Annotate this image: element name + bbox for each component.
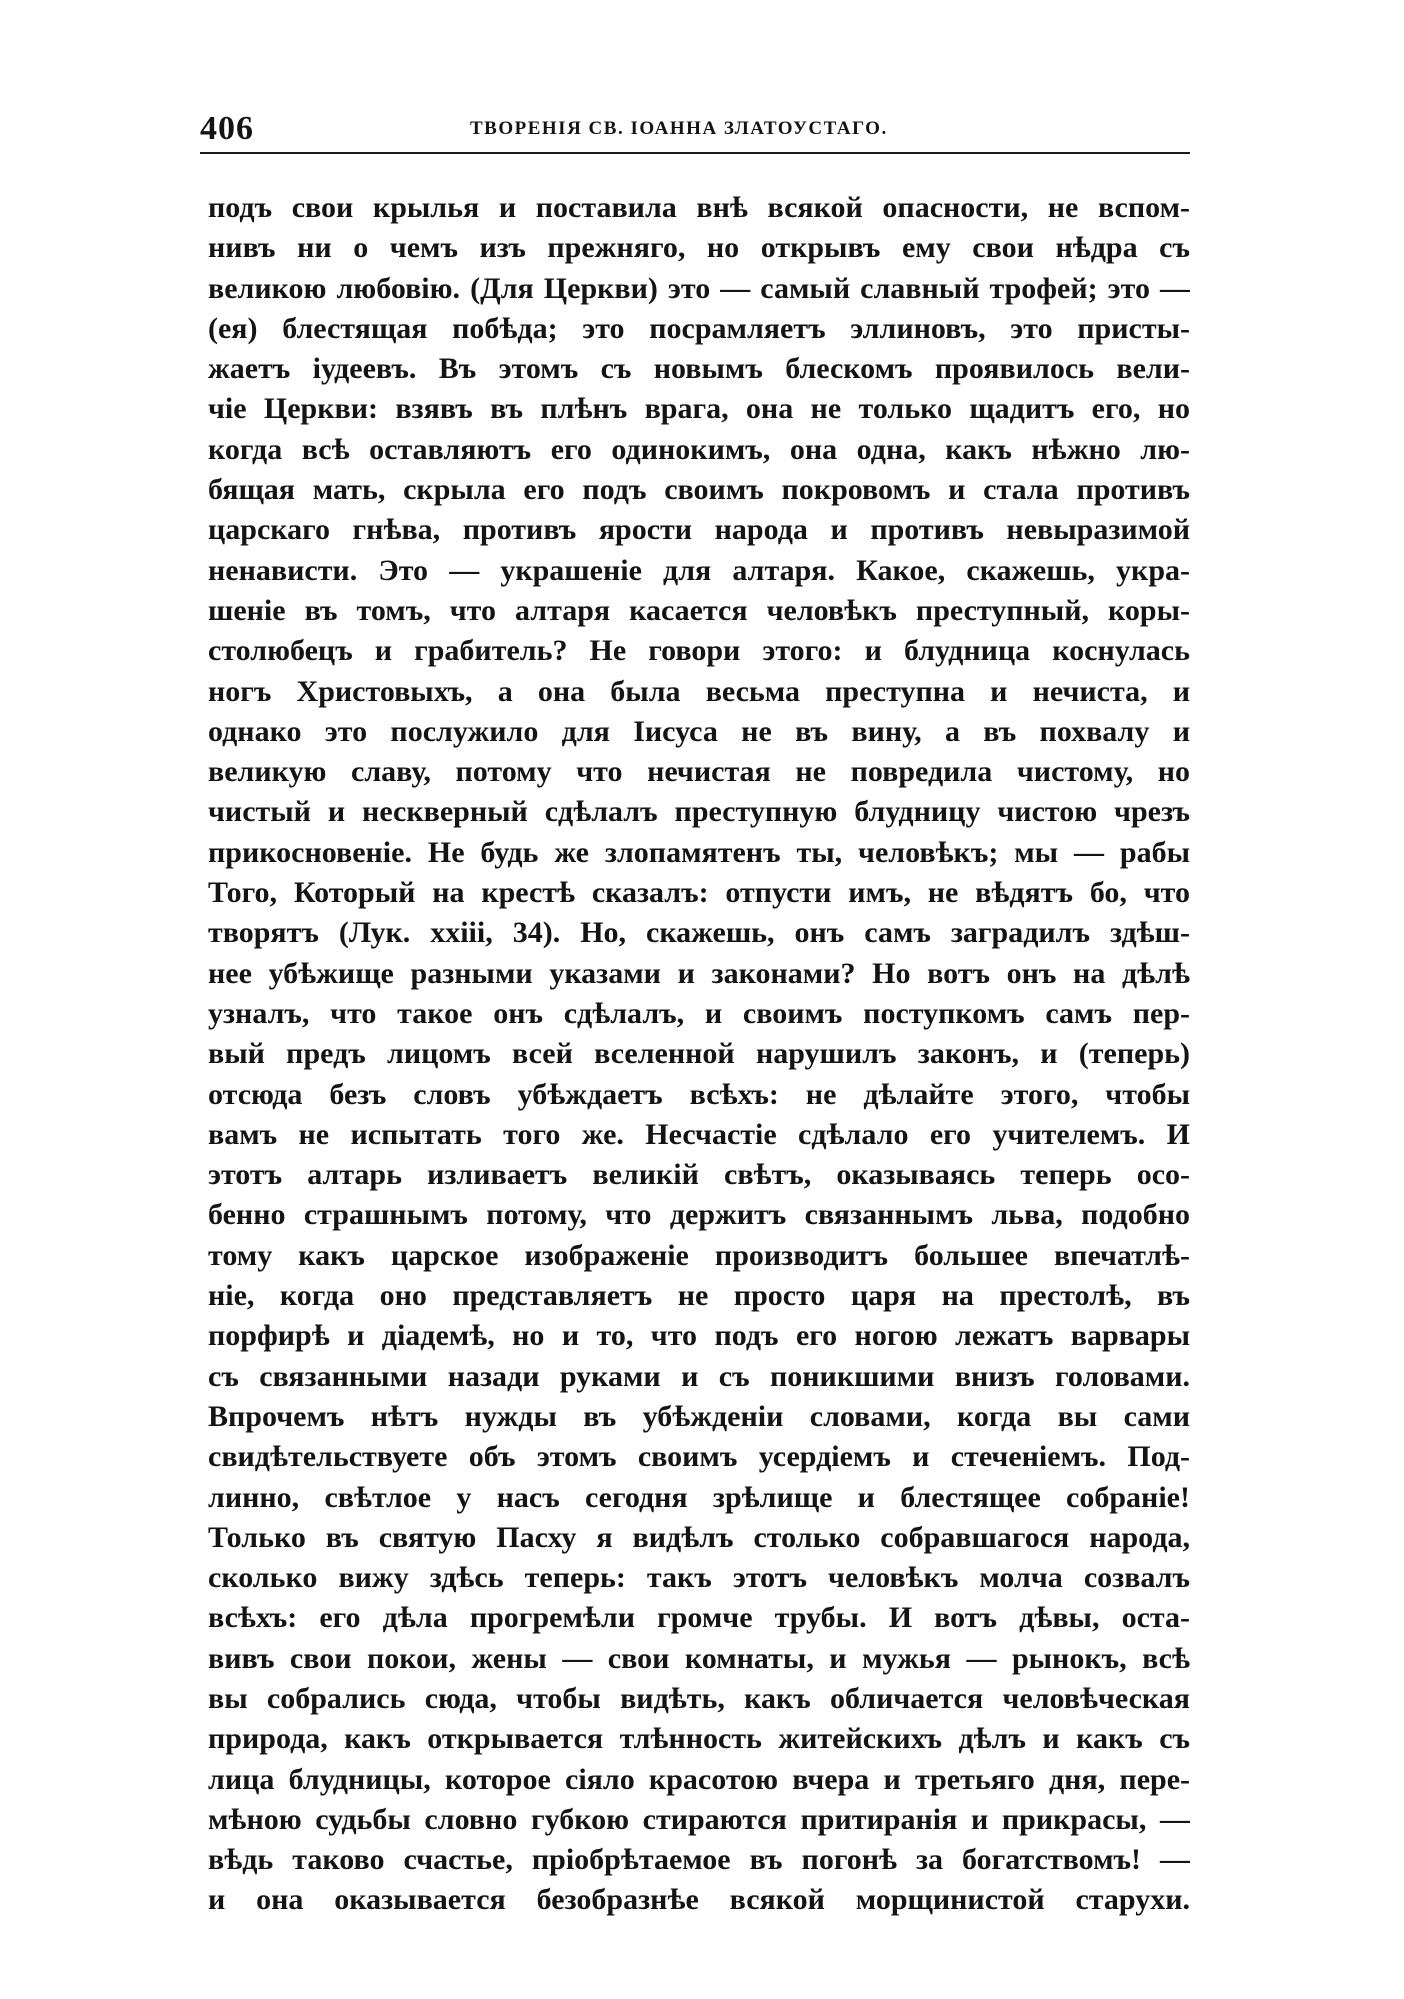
text-line: прикосновеніе. Не будь же злопамятенъ ты, человѣкъ; мы — рабы [208,835,1190,869]
text-line: всѣхъ: его дѣла прогремѣли громче трубы. И вотъ дѣвы, оста- [208,1601,1190,1635]
text-line: мѣною судьбы словно губкою стираются притиранія и прикрасы, — [208,1802,1190,1836]
page-number: 406 [200,110,254,147]
text-line: вамъ не испытать того же. Несчастіе сдѣлало его учителемъ. И [208,1117,1190,1151]
text-line: вивъ свои покои, жены — свои комнаты, и мужья — рынокъ, всѣ [208,1641,1190,1675]
text-line: чіе Церкви: взявъ въ плѣнъ врага, она не только щадитъ его, но [208,392,1190,426]
text-line: жаетъ іудеевъ. Въ этомъ съ новымъ блескомъ проявилось вели- [208,352,1190,386]
text-line: творятъ (Лук. xxiii, 34). Но, скажешь, онъ самъ заградилъ здѣш- [208,916,1190,950]
text-line: лица блудницы, которое сіяло красотою вчера и третьяго дня, пере- [208,1762,1190,1796]
text-line: великою любовію. (Для Церкви) это — самый славный трофей; это — [208,271,1190,305]
text-line: линно, свѣтлое у насъ сегодня зрѣлище и блестящее собраніе! [208,1480,1190,1514]
text-line: отсюда безъ словъ убѣждаетъ всѣхъ: не дѣлайте этого, чтобы [208,1077,1190,1111]
text-line: природа, какъ открывается тлѣнность житейскихъ дѣлъ и какъ съ [208,1722,1190,1756]
text-line: вѣдь таково счастье, пріобрѣтаемое въ погонѣ за богатствомъ! — [208,1843,1190,1877]
text-line: бящая мать, скрыла его подъ своимъ покровомъ и стала противъ [208,473,1190,507]
text-line: Впрочемъ нѣтъ нужды въ убѣжденіи словами, когда вы сами [208,1399,1190,1433]
text-line: Только въ святую Пасху я видѣлъ столько собравшагося народа, [208,1520,1190,1554]
text-line: этотъ алтарь изливаетъ великій свѣтъ, оказываясь теперь осо- [208,1158,1190,1192]
text-line: шеніе въ томъ, что алтаря касается человѣкъ преступный, коры- [208,593,1190,627]
text-line: чистый и нескверный сдѣлалъ преступную блудницу чистою чрезъ [208,795,1190,829]
text-line: ногъ Христовыхъ, а она была весьма преступна и нечиста, и [208,674,1190,708]
text-line: тому какъ царское изображеніе производитъ большее впечатлѣ- [208,1238,1190,1272]
text-line: и она оказывается безобразнѣе всякой морщинистой старухи. [208,1883,1190,1917]
text-line: сколько вижу здѣсь теперь: такъ этотъ человѣкъ молча созвалъ [208,1561,1190,1595]
text-line: когда всѣ оставляютъ его одинокимъ, она одна, какъ нѣжно лю- [208,432,1190,466]
text-line: Того, Который на крестѣ сказалъ: отпусти имъ, не вѣдятъ бо, что [208,876,1190,910]
text-line: бенно страшнымъ потому, что держитъ связаннымъ льва, подобно [208,1198,1190,1232]
text-line: ніе, когда оно представляетъ не просто царя на престолѣ, въ [208,1279,1190,1313]
text-line: столюбецъ и грабитель? Не говори этого: и блудница коснулась [208,634,1190,668]
text-line: однако это послужило для Іисуса не въ вину, а въ похвалу и [208,714,1190,748]
text-line: свидѣтельствуете объ этомъ своимъ усердіемъ и стеченіемъ. Под- [208,1440,1190,1474]
text-line: вы собрались сюда, чтобы видѣть, какъ обличается человѣческая [208,1681,1190,1715]
text-line: (ея) блестящая побѣда; это посрамляетъ эллиновъ, это присты- [208,311,1190,345]
text-line: ненависти. Это — украшеніе для алтаря. Какое, скажешь, укра- [208,553,1190,587]
text-line: съ связанными назади руками и съ поникшими внизъ головами. [208,1359,1190,1393]
text-line: узналъ, что такое онъ сдѣлалъ, и своимъ поступкомъ самъ пер- [208,996,1190,1030]
text-line: нивъ ни о чемъ изъ прежняго, но открывъ ему свои нѣдра съ [208,231,1190,265]
header-rule [200,152,1190,154]
running-head [200,110,1190,156]
text-line: подъ свои крылья и поставила внѣ всякой опасности, не вспом- [208,191,1190,224]
text-line: нее убѣжище разными указами и законами? Но вотъ онъ на дѣлѣ [208,956,1190,990]
text-line: вый предъ лицомъ всей вселенной нарушилъ законъ, и (теперь) [208,1037,1190,1071]
running-title: ТВОРЕНІЯ СВ. ІОАННА ЗЛАТОУСТАГО. [470,118,888,139]
text-line: царскаго гнѣва, противъ ярости народа и противъ невыразимой [208,513,1190,547]
text-line: великую славу, потому что нечистая не повредила чистому, но [208,755,1190,789]
text-line: порфирѣ и діадемѣ, но и то, что подъ его ногою лежатъ варвары [208,1319,1190,1353]
body-text [208,188,1190,1921]
